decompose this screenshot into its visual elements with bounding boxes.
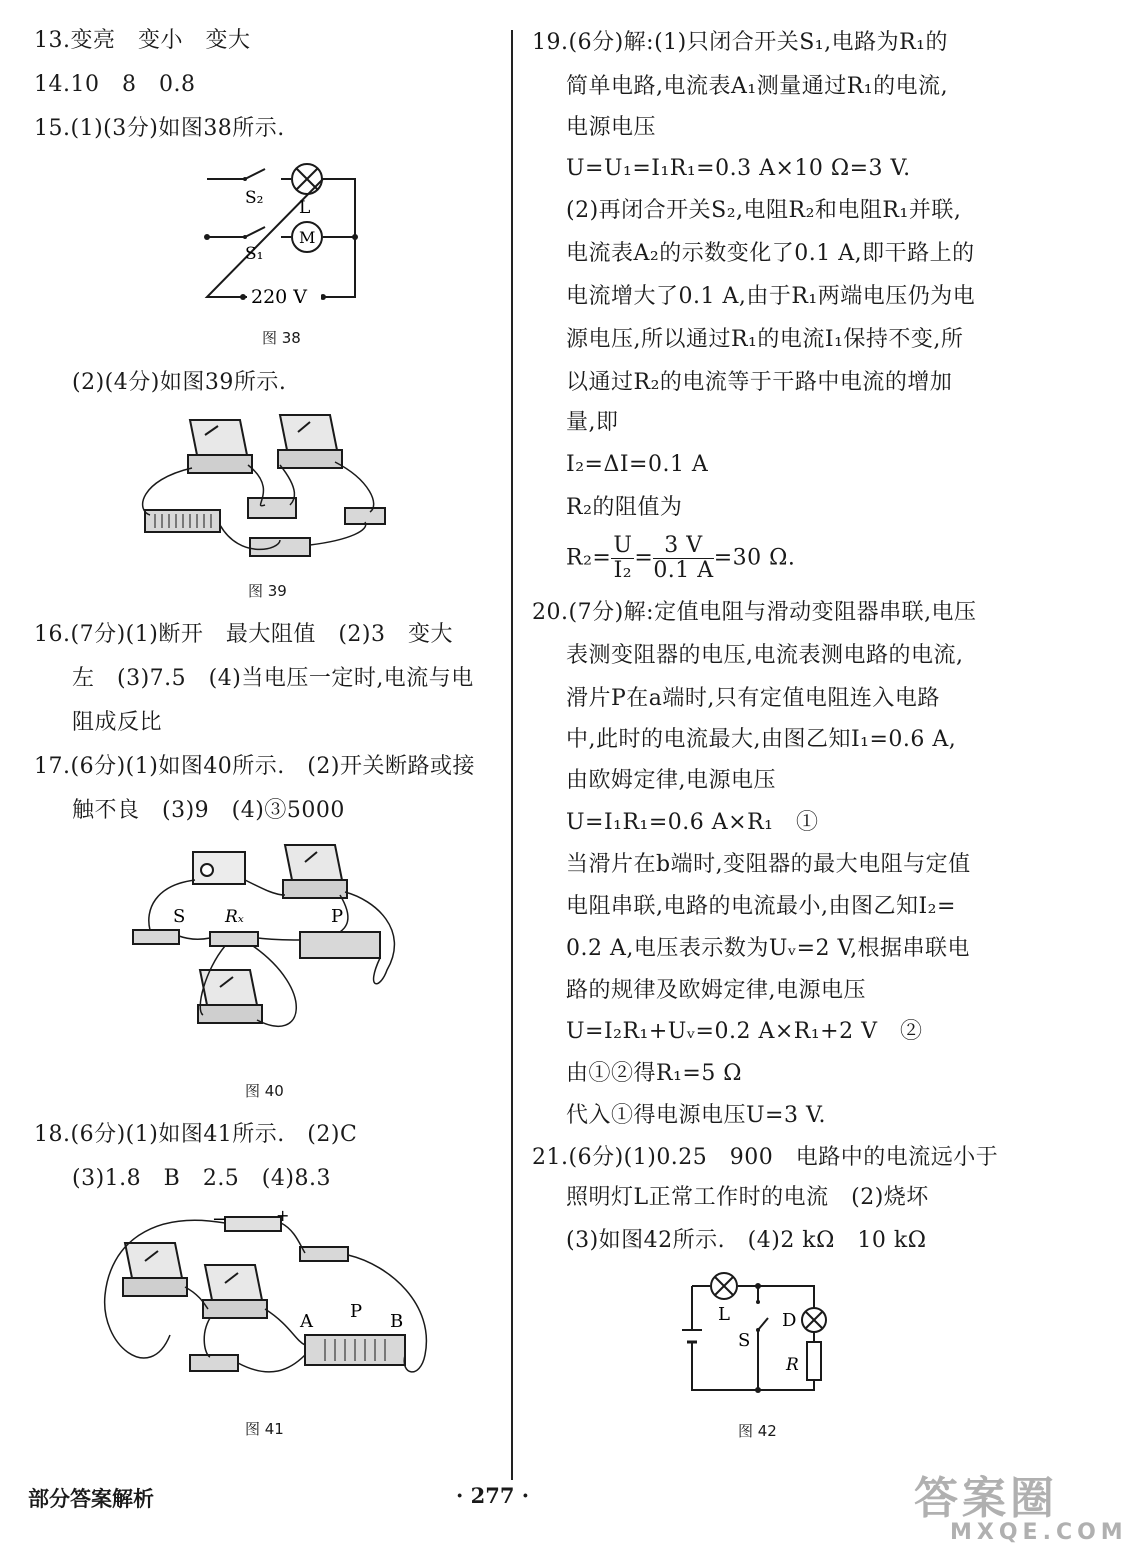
figure-41-caption: 图 41 bbox=[245, 1420, 284, 1438]
figure-40-caption: 图 40 bbox=[245, 1082, 284, 1100]
answer-q18-line1: 18.(6分)(1)如图41所示. (2)C bbox=[34, 1122, 358, 1147]
answer-q19-line1: 19.(6分)解:(1)只闭合开关S₁,电路为R₁的 bbox=[532, 30, 948, 55]
fraction-u-over-i2 bbox=[611, 534, 634, 583]
answer-q20-line12: 由①②得R₁=5 Ω bbox=[566, 1061, 743, 1086]
figure-38-circuit bbox=[195, 155, 370, 308]
answer-q17-line1: 17.(6分)(1)如图40所示. (2)开关断路或接 bbox=[34, 754, 475, 779]
answer-q21-line2: 照明灯L正常工作时的电流 (2)烧坏 bbox=[566, 1185, 929, 1210]
watermark-text: 答案圈 bbox=[914, 1473, 1058, 1524]
figure-40-wiring bbox=[125, 840, 415, 1055]
fraction-values bbox=[653, 534, 713, 583]
answer-q15-part2: (2)(4分)如图39所示. bbox=[72, 370, 287, 395]
figure-42-circuit bbox=[680, 1268, 830, 1398]
answer-q19-line9: 以通过R₂的电流等于干路中电流的增加 bbox=[566, 370, 953, 395]
answer-q20-line9: 0.2 A,电压表示数为Uᵥ=2 V,根据串联电 bbox=[566, 936, 971, 961]
answer-q19-line10: 量,即 bbox=[566, 410, 619, 435]
answer-q20-line11: U=I₂R₁+Uᵥ=0.2 A×R₁+2 V ② bbox=[566, 1019, 923, 1044]
answer-q20-line8: 电阻串联,电路的电流最小,由图乙知I₂= bbox=[566, 894, 956, 919]
fig38-lamp-label: L bbox=[299, 198, 311, 218]
answer-q16-line2: 左 (3)7.5 (4)当电压一定时,电流与电 bbox=[72, 666, 474, 691]
figure-38-caption: 图 38 bbox=[262, 329, 301, 347]
answer-q19-line2: 简单电路,电流表A₁测量通过R₁的电流, bbox=[566, 74, 949, 99]
fig38-s2-label: S₂ bbox=[245, 188, 264, 208]
answer-q20-line13: 代入①得电源电压U=3 V. bbox=[566, 1103, 827, 1128]
fig41-b-label: B bbox=[390, 1311, 404, 1332]
figure-39-wiring bbox=[130, 410, 405, 570]
fig41-a-label: A bbox=[300, 1311, 313, 1332]
fig42-d-label: D bbox=[782, 1310, 797, 1331]
section-title: 部分答案解析 bbox=[28, 1487, 154, 1511]
answer-q19-line7: 电流增大了0.1 A,由于R₁两端电压仍为电 bbox=[566, 284, 976, 309]
fig38-motor-label: M bbox=[299, 228, 316, 247]
answer-q20-line6: U=I₁R₁=0.6 A×R₁ ① bbox=[566, 810, 819, 835]
fig42-s-label: S bbox=[738, 1330, 751, 1351]
answer-q19-line3: 电源电压 bbox=[566, 115, 657, 140]
fig41-plus-label: + bbox=[276, 1206, 290, 1225]
answer-q20-line4: 中,此时的电流最大,由图乙知I₁=0.6 A, bbox=[566, 727, 957, 752]
formula-lhs: R₂= bbox=[566, 545, 612, 571]
answer-q14: 14.10 8 0.8 bbox=[34, 72, 196, 97]
fraction-denominator: 0.1 A bbox=[653, 558, 714, 583]
answer-q20-line10: 路的规律及欧姆定律,电源电压 bbox=[566, 978, 866, 1003]
answer-q20-line3: 滑片P在a端时,只有定值电阻连入电路 bbox=[566, 686, 940, 711]
answer-q19-line5: (2)再闭合开关S₂,电阻R₂和电阻R₁并联, bbox=[566, 198, 962, 223]
answer-q20-line2: 表测变阻器的电压,电流表测电路的电流, bbox=[566, 643, 964, 668]
page-number: · 277 · bbox=[456, 1483, 530, 1508]
answer-q20-line5: 由欧姆定律,电源电压 bbox=[566, 768, 776, 793]
column-divider bbox=[511, 30, 513, 1480]
formula-rhs: =30 Ω. bbox=[713, 545, 796, 571]
fig42-r-label: R bbox=[786, 1355, 799, 1375]
answer-q19-line11: I₂=ΔI=0.1 A bbox=[566, 452, 709, 477]
fraction-numerator: U bbox=[613, 533, 633, 558]
watermark-logo bbox=[914, 1462, 1128, 1545]
fraction-denominator: I₂ bbox=[613, 558, 633, 583]
fig40-rx-label: Rₓ bbox=[225, 907, 244, 927]
answer-q21-line3: (3)如图42所示. (4)2 kΩ 10 kΩ bbox=[566, 1228, 927, 1253]
answer-q20-line7: 当滑片在b端时,变阻器的最大电阻与定值 bbox=[566, 852, 971, 877]
fig38-supply-label: 220 V bbox=[251, 286, 308, 308]
answer-q17-line2: 触不良 (3)9 (4)③5000 bbox=[72, 798, 345, 823]
watermark-url: MXQE.COM bbox=[950, 1520, 1128, 1545]
answer-q15-part1: 15.(1)(3分)如图38所示. bbox=[34, 116, 285, 141]
fig42-l-label: L bbox=[718, 1304, 730, 1325]
fig40-p-label: P bbox=[331, 906, 344, 927]
answer-q19-formula bbox=[566, 534, 795, 583]
fig38-s1-label: S₁ bbox=[245, 244, 264, 264]
fraction-numerator: 3 V bbox=[653, 534, 713, 559]
formula-equals: = bbox=[634, 545, 654, 571]
answer-q19-line8: 源电压,所以通过R₁的电流I₁保持不变,所 bbox=[566, 327, 964, 352]
fig41-minus-label: − bbox=[212, 1209, 228, 1230]
answer-q16-line3: 阻成反比 bbox=[72, 710, 163, 735]
answer-q20-line1: 20.(7分)解:定值电阻与滑动变阻器串联,电压 bbox=[532, 600, 977, 625]
answer-q16-line1: 16.(7分)(1)断开 最大阻值 (2)3 变大 bbox=[34, 622, 453, 647]
answer-q13: 13.变亮 变小 变大 bbox=[34, 28, 251, 53]
answer-q19-line4: U=U₁=I₁R₁=0.3 A×10 Ω=3 V. bbox=[566, 156, 911, 181]
answer-q19-line6: 电流表A₂的示数变化了0.1 A,即干路上的 bbox=[566, 241, 975, 266]
fig41-p-label: P bbox=[350, 1301, 363, 1322]
figure-42-caption: 图 42 bbox=[738, 1422, 777, 1440]
answer-q18-line2: (3)1.8 B 2.5 (4)8.3 bbox=[72, 1166, 331, 1191]
figure-41-wiring bbox=[90, 1205, 435, 1405]
fig40-s-label: S bbox=[173, 906, 186, 927]
figure-39-caption: 图 39 bbox=[248, 582, 287, 600]
answer-q19-line12: R₂的阻值为 bbox=[566, 495, 683, 520]
answer-q21-line1: 21.(6分)(1)0.25 900 电路中的电流远小于 bbox=[532, 1145, 999, 1170]
